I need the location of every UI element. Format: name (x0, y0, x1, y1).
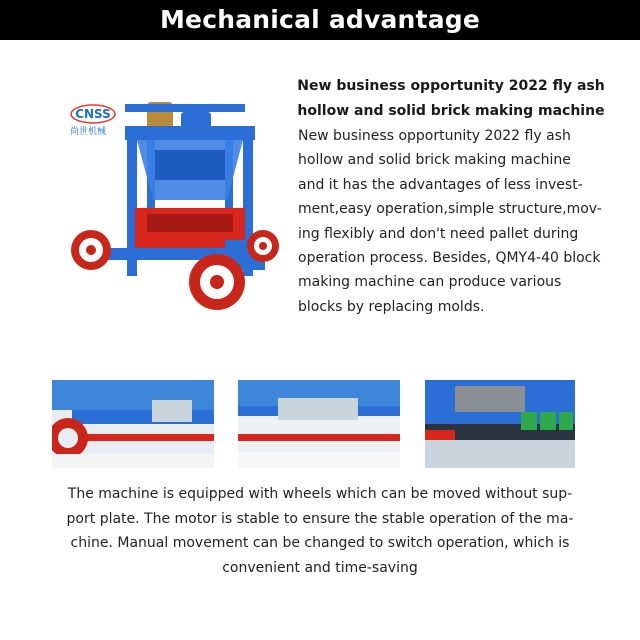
page-title: Mechanical advantage (0, 0, 640, 40)
description-line: New business opportunity 2022 fly ash (298, 128, 571, 144)
features-line: The machine is equipped with wheels which can be moved without sup- (67, 486, 573, 502)
brand-logo-text: CNSS (75, 107, 111, 121)
wheel-detail-photo (52, 380, 214, 468)
description-line: hollow and solid brick making machine (298, 152, 571, 169)
control-box-detail-photo (425, 380, 575, 468)
description-line: ing flexibly and don't need pallet during (298, 225, 579, 242)
description-line: and it has the advantages of less invest- (298, 176, 583, 193)
brick-machine-image (55, 90, 285, 320)
features-line: port plate. The motor is stable to ensure the stable operation of the ma- (66, 510, 574, 527)
left-wheel-icon (71, 230, 111, 270)
frame-detail-photo (238, 380, 400, 468)
description-line: blocks by replacing molds. (298, 298, 485, 315)
features-line: convenient and time-saving (222, 559, 418, 576)
description-line: operation process. Besides, QMY4-40 block (298, 250, 601, 267)
product-title (296, 74, 606, 124)
right-wheel-icon (247, 230, 279, 262)
description-line: ment,easy operation,simple structure,mov- (298, 201, 602, 218)
features-line: chine. Manual movement can be changed to switch operation, which is (70, 535, 570, 551)
product-title-line: New business opportunity 2022 fly ash (297, 78, 605, 94)
brand-chinese-name: 尚世机械 (70, 127, 107, 137)
product-description (298, 124, 610, 319)
description-line: making machine can produce various (298, 274, 562, 291)
front-wheel-icon (189, 254, 245, 310)
features-description (40, 482, 600, 580)
product-title-line: hollow and solid brick making machine (297, 103, 605, 119)
